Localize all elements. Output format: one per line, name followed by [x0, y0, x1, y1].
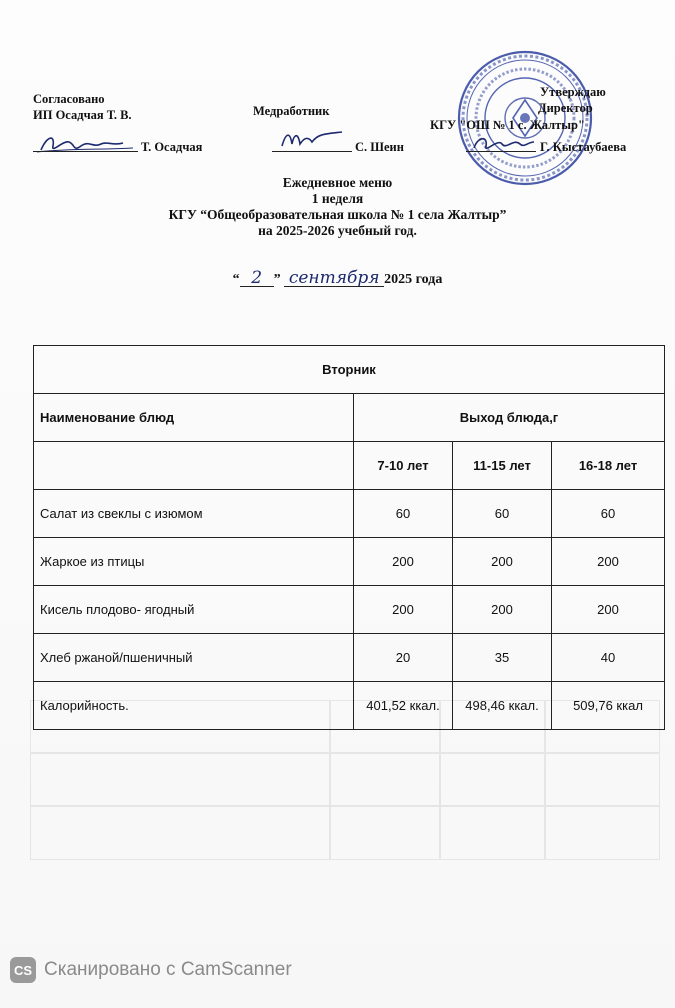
date-close-quote: ”: [273, 272, 281, 287]
portion-16-18: 200: [552, 586, 665, 634]
date-month: сентября: [284, 270, 384, 287]
camscanner-watermark: [10, 955, 292, 985]
portion-7-10: 60: [354, 490, 453, 538]
signature-director: [468, 130, 538, 158]
title-line-3: КГУ “Общеобразовательная школа № 1 села Жалтыр”: [168, 207, 507, 222]
table-row-day: [34, 346, 665, 394]
table-row: [34, 634, 665, 682]
dish-name: Жаркое из птицы: [34, 538, 354, 586]
col-dish-header: Наименование блюд: [34, 394, 354, 442]
signature-line-director: [466, 151, 536, 152]
document-title: [0, 175, 675, 239]
portion-11-15: 200: [453, 586, 552, 634]
portion-16-18: 60: [552, 490, 665, 538]
signature-osadchaya: [33, 130, 138, 160]
portion-16-18: 40: [552, 634, 665, 682]
agreed-sign-name: Т. Осадчая: [141, 140, 203, 154]
camscanner-logo-icon: CS: [10, 957, 36, 983]
portion-7-10: 200: [354, 586, 453, 634]
age-11-15: 11-15 лет: [453, 442, 552, 490]
agreed-label: Согласовано: [33, 92, 105, 106]
portion-11-15: 35: [453, 634, 552, 682]
calories-label: Калорийность.: [34, 682, 354, 730]
director-label: Директор: [538, 101, 593, 115]
empty-cell: [34, 442, 354, 490]
dish-name: Кисель плодово- ягодный: [34, 586, 354, 634]
portion-11-15: 60: [453, 490, 552, 538]
menu-date: [0, 270, 675, 288]
signature-line-agreed: [33, 151, 138, 152]
portion-11-15: 200: [453, 538, 552, 586]
date-open-quote: “: [232, 272, 240, 287]
camscanner-text: Сканировано с CamScanner: [44, 959, 292, 980]
calories-16-18: 509,76 ккал: [552, 682, 665, 730]
table-row: [34, 490, 665, 538]
table-row-header: [34, 394, 665, 442]
portion-7-10: 200: [354, 538, 453, 586]
title-line-4: на 2025-2026 учебный год.: [258, 223, 417, 238]
director-sign-name: Г. Кыстаубаева: [540, 140, 627, 154]
medic-label: Медработник: [253, 104, 330, 118]
date-day: 2: [240, 270, 274, 287]
dish-name: Хлеб ржаной/пшеничный: [34, 634, 354, 682]
title-line-2: 1 неделя: [311, 191, 364, 206]
medic-sign-name: С. Шеин: [355, 140, 404, 154]
title-line-1: Ежедневное меню: [282, 175, 393, 190]
col-output-header: Выход блюда,г: [354, 394, 665, 442]
table-row-ages: [34, 442, 665, 490]
portion-7-10: 20: [354, 634, 453, 682]
signature-line-medic: [272, 151, 352, 152]
school-short-name: КГУ "ОШ № 1 с. Жалтыр": [430, 118, 585, 132]
age-7-10: 7-10 лет: [354, 442, 453, 490]
table-row: [34, 586, 665, 634]
day-name: Вторник: [34, 346, 665, 394]
table-row-calories: [34, 682, 665, 730]
approve-label: Утверждаю: [540, 85, 606, 99]
calories-7-10: 401,52 ккал.: [354, 682, 453, 730]
portion-16-18: 200: [552, 538, 665, 586]
calories-11-15: 498,46 ккал.: [453, 682, 552, 730]
signature-shein: [272, 124, 352, 154]
table-row: [34, 538, 665, 586]
menu-table: [33, 345, 665, 730]
dish-name: Салат из свеклы с изюмом: [34, 490, 354, 538]
date-year: 2025 года: [384, 272, 443, 287]
age-16-18: 16-18 лет: [552, 442, 665, 490]
agreed-person: ИП Осадчая Т. В.: [33, 108, 132, 122]
